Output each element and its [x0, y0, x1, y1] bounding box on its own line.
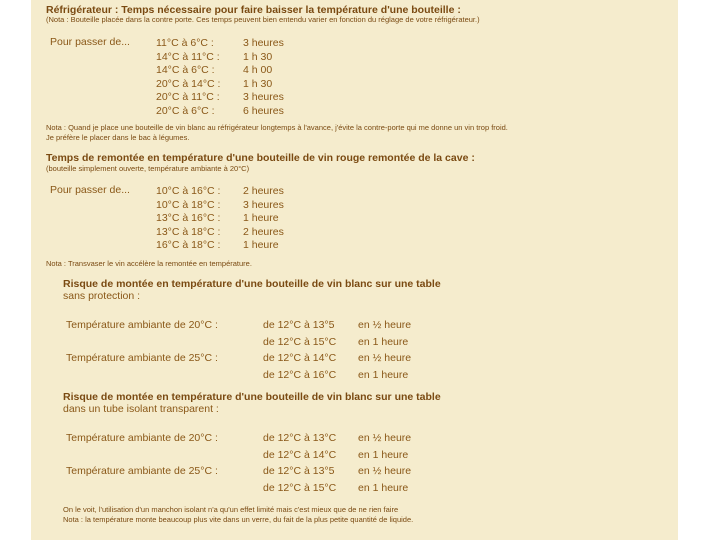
table-row-range: de 12°C à 14°C [263, 352, 337, 364]
unprotected-title-line2: sans protection : [63, 290, 141, 302]
cellar-title: Temps de remontée en température d'une bouteille de vin rouge remontée de la cave : [46, 152, 475, 164]
cellar-row-range: 10°C à 18°C : [156, 198, 221, 211]
fridge-row-range: 14°C à 11°C : [156, 50, 220, 63]
cellar-subtitle: (bouteille simplement ouverte, température ambiante à 20°C) [46, 164, 250, 173]
insulated-footer-line1: On le voit, l'utilisation d'un manchon isolant n'a qu'un effet limité mais c'est mieux que de ne rien faire [63, 505, 399, 514]
fridge-row-time: 3 heures [243, 91, 284, 104]
fridge-row-time: 6 heures [243, 105, 284, 117]
cellar-row-range: 16°C à 18°C : [156, 239, 221, 252]
insulated-title-line1: Risque de montée en température d'une bouteille de vin blanc sur une table [63, 391, 441, 403]
table-row-range: de 12°C à 14°C [263, 448, 337, 461]
cellar-row-range: 10°C à 16°C : [156, 185, 221, 197]
fridge-row-time: 4 h 00 [243, 64, 273, 77]
insulated-footer-line2: Nota : la température monte beaucoup plus vite dans un verre, du fait de la plus petite quantité de liquide. [63, 515, 414, 524]
table-row-time: en ½ heure [358, 465, 412, 477]
fridge-note2-line1: Nota : Quand je place une bouteille de vin blanc au réfrigérateur longtemps à l'avance, j'évite la contre-porte qui me donne un vin trop froid. [46, 123, 508, 132]
table-row-time: en ½ heure [358, 352, 412, 364]
table-row-time: en 1 heure [358, 335, 409, 348]
fridge-note: (Nota : Bouteille placée dans la contre porte. Ces temps peuvent bien entendu varier en fonction du réglage de votre réfrigérateur.) [46, 15, 480, 24]
cellar-row-time: 3 heures [243, 198, 284, 211]
fridge-row-range: 11°C à 6°C : [156, 37, 214, 49]
table-row-time: en ½ heure [358, 319, 412, 331]
table-row-range: de 12°C à 16°C [263, 368, 337, 381]
unprotected-title-line1: Risque de montée en température d'une bouteille de vin blanc sur une table [63, 278, 441, 290]
fridge-note2-line2: Je préfère le placer dans le bac à légumes. [46, 133, 190, 142]
table-row-range: de 12°C à 13°C [263, 432, 337, 444]
cellar-row-time: 2 heures [243, 185, 284, 197]
table-row-range: de 12°C à 15°C [263, 481, 337, 494]
fridge-row-range: 20°C à 6°C : [156, 105, 215, 117]
table-row-range: de 12°C à 15°C [263, 335, 337, 348]
cellar-row-time: 1 heure [243, 212, 279, 225]
table-row-time: en 1 heure [358, 448, 409, 461]
fridge-row-range: 20°C à 14°C : [156, 77, 221, 90]
table-row-range: de 12°C à 13°5 [263, 465, 335, 477]
table-row-label: Température ambiante de 25°C : [66, 352, 218, 364]
cellar-row-time: 1 heure [243, 239, 279, 252]
fridge-row-range: 20°C à 11°C : [156, 91, 220, 104]
fridge-row-time: 1 h 30 [243, 77, 273, 90]
table-row-range: de 12°C à 13°5 [263, 319, 335, 331]
table-row-label: Température ambiante de 20°C : [66, 319, 218, 331]
cellar-note: Nota : Transvaser le vin accélère la remontée en température. [46, 259, 252, 268]
table-row-label: Température ambiante de 20°C : [66, 432, 218, 444]
cellar-row-time: 2 heures [243, 225, 284, 238]
cellar-row-range: 13°C à 16°C : [156, 212, 221, 225]
table-row-time: en 1 heure [358, 368, 409, 381]
table-row-label: Température ambiante de 25°C : [66, 465, 218, 477]
fridge-row-range: 14°C à 6°C : [156, 64, 215, 77]
table-row-time: en ½ heure [358, 432, 412, 444]
fridge-row-time: 3 heures [243, 37, 284, 49]
fridge-lead: Pour passer de... [50, 36, 130, 48]
table-row-time: en 1 heure [358, 481, 409, 494]
cellar-lead: Pour passer de... [50, 184, 130, 196]
fridge-row-time: 1 h 30 [243, 50, 273, 63]
fridge-title: Réfrigérateur : Temps nécessaire pour faire baisser la température d'une bouteille : [46, 4, 461, 16]
cellar-row-range: 13°C à 18°C : [156, 225, 221, 238]
insulated-title-line2: dans un tube isolant transparent : [63, 403, 219, 415]
